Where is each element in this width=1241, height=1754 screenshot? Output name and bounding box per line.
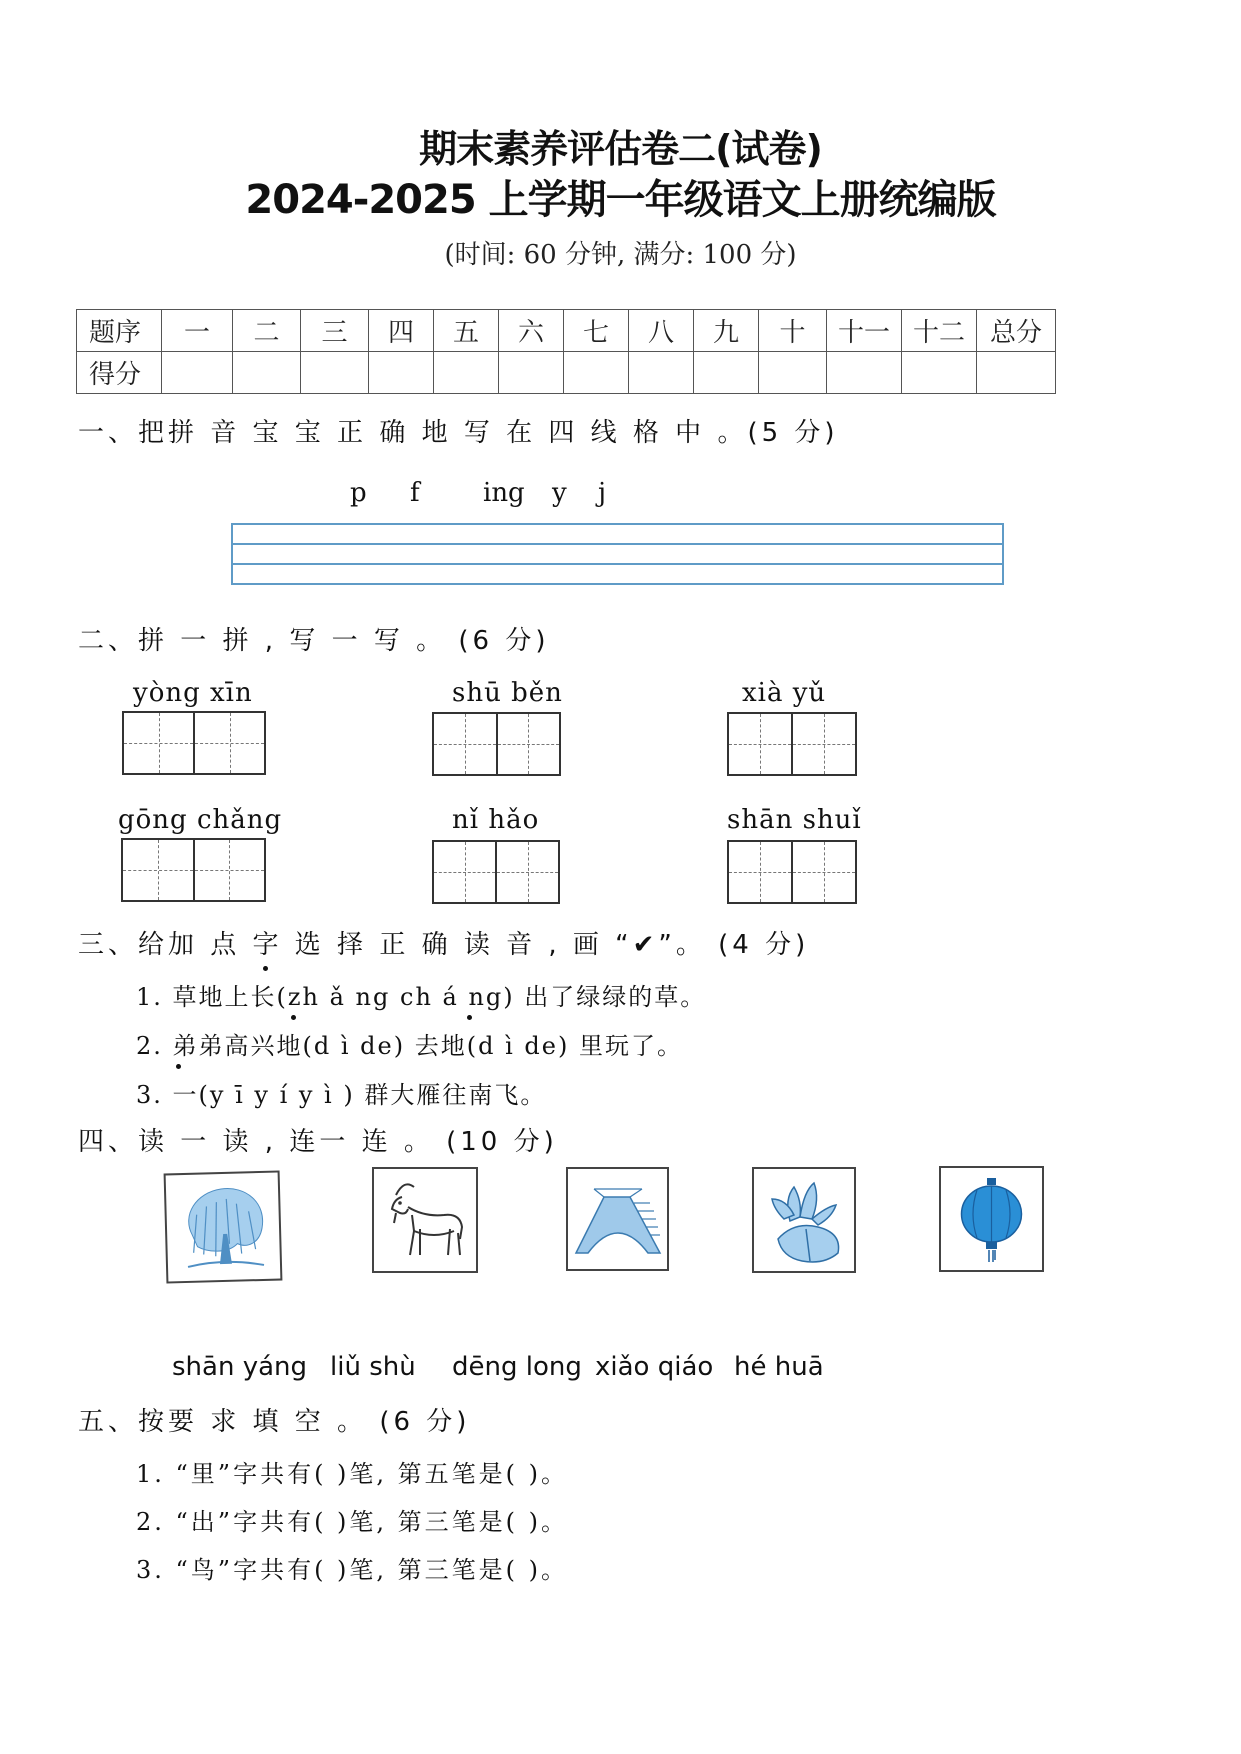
score-col-header: 五: [434, 310, 499, 352]
section-4-heading: 四、读 一 读 , 连一 连 。 (10 分): [78, 1127, 558, 1157]
willow-tree-drawing: [166, 1173, 281, 1282]
tian-grid[interactable]: [727, 840, 857, 904]
emphasis-dot: [176, 1064, 181, 1069]
question-3: 3. 一(y ī y í y ì ) 群大雁往南飞。: [136, 1081, 547, 1109]
grid-cell[interactable]: [497, 842, 558, 902]
word-pinyin: yòng xīn: [133, 678, 253, 708]
question-2: 2. “出”字共有( )笔, 第三笔是( )。: [136, 1508, 569, 1536]
score-col-header: 七: [564, 310, 629, 352]
score-col-header: 十一: [827, 310, 902, 352]
question-1: 1. “里”字共有( )笔, 第五笔是( )。: [136, 1460, 569, 1488]
score-col-header: 二: [233, 310, 301, 352]
section-5-heading: 五、按要 求 填 空 。 (6 分): [78, 1407, 471, 1437]
score-col-header: 六: [499, 310, 564, 352]
pinyin-letter: j: [598, 478, 607, 508]
grid-cell[interactable]: [498, 714, 560, 774]
score-cell[interactable]: [629, 352, 694, 394]
score-table: [76, 309, 1056, 394]
score-row-label: 得分: [77, 352, 162, 394]
score-cell[interactable]: [827, 352, 902, 394]
score-cell[interactable]: [499, 352, 564, 394]
grid-cell[interactable]: [729, 714, 793, 774]
score-col-header: 总分: [977, 310, 1056, 352]
score-table-score-row: [77, 352, 1056, 394]
tian-grid[interactable]: [121, 838, 266, 902]
score-col-header: 十二: [902, 310, 977, 352]
page-subtitle: 2024-2025 上学期一年级语文上册统编版: [245, 177, 996, 223]
grid-cell[interactable]: [434, 842, 497, 902]
section-2-heading: 二、拼 一 拼 , 写 一 写 。 (6 分): [78, 626, 550, 656]
section-1-heading: 一、把拼 音 宝 宝 正 确 地 写 在 四 线 格 中 。(5 分): [78, 418, 839, 448]
word-option: liǔ shù: [330, 1352, 416, 1382]
score-cell[interactable]: [434, 352, 499, 394]
grid-cell[interactable]: [793, 842, 855, 902]
grid-cell[interactable]: [123, 840, 195, 900]
bridge-icon[interactable]: [566, 1167, 669, 1271]
lotus-drawing: [754, 1169, 854, 1271]
word-pinyin: gōng chǎng: [118, 805, 283, 835]
score-col-header: 八: [629, 310, 694, 352]
grid-cell[interactable]: [793, 714, 855, 774]
score-cell[interactable]: [694, 352, 759, 394]
willow-tree-icon[interactable]: [164, 1171, 283, 1284]
grid-cell[interactable]: [195, 713, 264, 773]
pinyin-letter: p: [350, 478, 367, 508]
tian-grid[interactable]: [432, 712, 561, 776]
grid-cell[interactable]: [195, 840, 265, 900]
emphasis-dot: [291, 1015, 296, 1020]
score-col-header: 三: [301, 310, 369, 352]
score-table-header-row: [77, 310, 1056, 352]
four-line-writing-grid[interactable]: [231, 523, 1004, 585]
score-cell[interactable]: [162, 352, 233, 394]
score-cell[interactable]: [369, 352, 434, 394]
score-col-header: 一: [162, 310, 233, 352]
tian-grid[interactable]: [727, 712, 857, 776]
word-pinyin: shū běn: [452, 678, 563, 708]
score-cell[interactable]: [301, 352, 369, 394]
tian-grid[interactable]: [122, 711, 266, 775]
page-title: 期末素养评估卷二(试卷): [419, 127, 822, 171]
lantern-icon[interactable]: [939, 1166, 1044, 1272]
grid-cell[interactable]: [434, 714, 498, 774]
word-option: dēng long: [452, 1352, 582, 1382]
grid-line: [233, 543, 1002, 545]
grid-line: [233, 563, 1002, 565]
score-col-header: 十: [759, 310, 827, 352]
bridge-drawing: [568, 1169, 667, 1269]
pinyin-letter: f: [410, 478, 420, 508]
emphasis-dot: [467, 1015, 472, 1020]
score-cell[interactable]: [759, 352, 827, 394]
score-col-header: 四: [369, 310, 434, 352]
word-pinyin: nǐ hǎo: [452, 805, 540, 835]
question-3: 3. “鸟”字共有( )笔, 第三笔是( )。: [136, 1556, 569, 1584]
goat-icon[interactable]: [372, 1167, 478, 1273]
question-1: 1. 草地上长(zh ǎ ng ch á ng) 出了绿绿的草。: [136, 983, 707, 1011]
emphasis-dot: [263, 966, 268, 971]
goat-drawing: [374, 1169, 476, 1271]
score-row-label: 题序: [77, 310, 162, 352]
score-cell[interactable]: [233, 352, 301, 394]
question-2: 2. 弟弟高兴地(d ì de) 去地(d ì de) 里玩了。: [136, 1032, 683, 1060]
lotus-flower-icon[interactable]: [752, 1167, 856, 1273]
grid-cell[interactable]: [729, 842, 793, 902]
score-cell[interactable]: [564, 352, 629, 394]
section-3-heading: 三、给加 点 字 选 择 正 确 读 音 , 画 “✔”。 (4 分): [78, 930, 810, 960]
word-pinyin: xià yǔ: [742, 678, 827, 708]
exam-meta: (时间: 60 分钟, 满分: 100 分): [444, 240, 797, 270]
word-option: shān yáng: [172, 1352, 308, 1382]
word-option: xiǎo qiáo: [595, 1352, 714, 1382]
score-col-header: 九: [694, 310, 759, 352]
pinyin-letter: y: [552, 478, 567, 508]
tian-grid[interactable]: [432, 840, 560, 904]
word-option: hé huā: [734, 1352, 824, 1382]
lantern-drawing: [941, 1168, 1042, 1270]
grid-cell[interactable]: [124, 713, 195, 773]
score-cell[interactable]: [902, 352, 977, 394]
score-cell[interactable]: [977, 352, 1056, 394]
pinyin-letter: ing: [483, 478, 525, 508]
word-pinyin: shān shuǐ: [727, 805, 862, 835]
